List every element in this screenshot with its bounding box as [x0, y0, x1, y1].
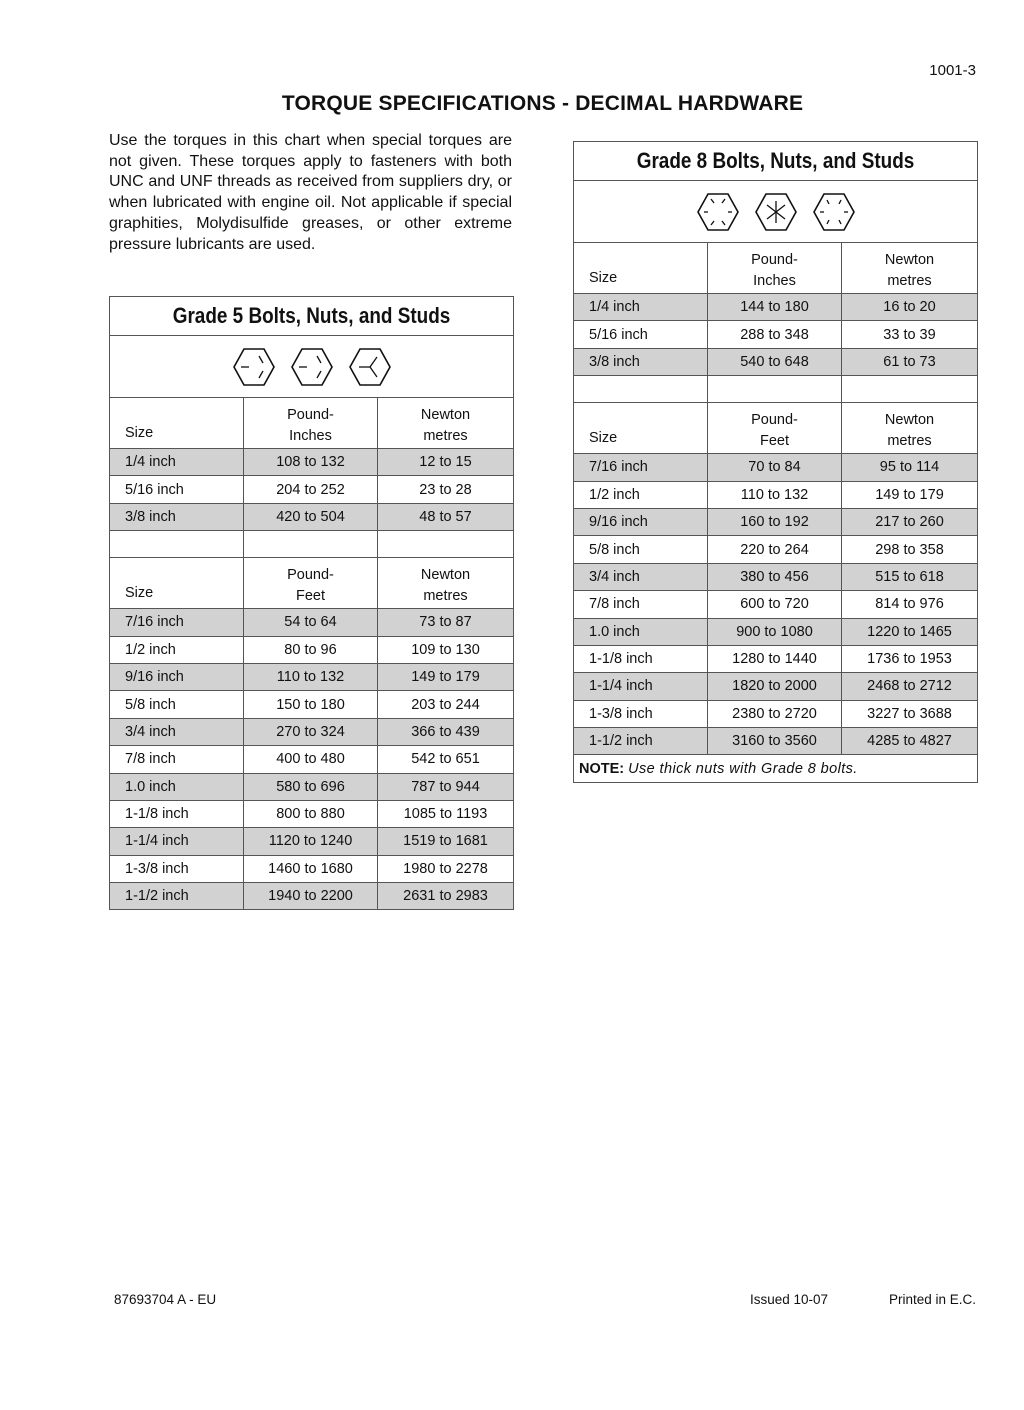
- size-cell: 3/4 inch: [574, 563, 708, 590]
- size-cell: 1-1/8 inch: [574, 645, 708, 672]
- torque-imperial-cell: 1280 to 1440: [708, 645, 842, 672]
- grade8-header-row-2: [574, 403, 978, 454]
- torque-imperial-cell: 108 to 132: [244, 449, 378, 476]
- table-row: [110, 773, 514, 800]
- footer-doc-number: 87693704 A - EU: [114, 1292, 217, 1307]
- hex-bolt-grade8-marks-b-icon: [754, 192, 798, 232]
- torque-imperial-cell: 1460 to 1680: [244, 855, 378, 882]
- torque-metric-cell: 12 to 15: [378, 449, 514, 476]
- torque-metric-cell: 217 to 260: [842, 508, 978, 535]
- grade8-torque-table: [573, 141, 978, 783]
- torque-imperial-cell: 270 to 324: [244, 718, 378, 745]
- size-cell: 1/4 inch: [574, 294, 708, 321]
- footer-issued: Issued 10-07: [750, 1292, 829, 1307]
- grade5-icons-cell: [110, 336, 514, 398]
- torque-imperial-cell: 540 to 648: [708, 348, 842, 375]
- footer-printed: Printed in E.C.: [888, 1292, 976, 1307]
- torque-imperial-cell: 380 to 456: [708, 563, 842, 590]
- table-row: [574, 508, 978, 535]
- table-row: [110, 663, 514, 690]
- torque-metric-cell: 1220 to 1465: [842, 618, 978, 645]
- torque-imperial-cell: 70 to 84: [708, 454, 842, 481]
- torque-imperial-cell: 800 to 880: [244, 800, 378, 827]
- size-cell: 1/4 inch: [110, 449, 244, 476]
- torque-metric-cell: 1519 to 1681: [378, 828, 514, 855]
- table-row: [574, 563, 978, 590]
- size-cell: 3/8 inch: [110, 503, 244, 530]
- intro-paragraph: Use the torques in this chart when special torques are not given. These torques apply to fasteners with both UNC and UNF threads as received from suppliers dry, or when lubricated with engine oil. Not applicable if special graphities, Molydisulfide greases, or other extreme pressure lubricants are used.: [109, 132, 512, 253]
- header-size: Size: [110, 558, 244, 609]
- size-cell: 1-1/8 inch: [110, 800, 244, 827]
- torque-metric-cell: 1980 to 2278: [378, 855, 514, 882]
- size-cell: 5/8 inch: [574, 536, 708, 563]
- hex-bolt-grade5-marks-a-icon: [232, 347, 276, 387]
- size-cell: 1-1/2 inch: [110, 883, 244, 910]
- size-cell: 1-3/8 inch: [574, 700, 708, 727]
- size-cell: 9/16 inch: [110, 663, 244, 690]
- note-cell: [574, 755, 978, 782]
- size-cell: 7/8 inch: [574, 591, 708, 618]
- torque-imperial-cell: 1120 to 1240: [244, 828, 378, 855]
- torque-imperial-cell: 400 to 480: [244, 746, 378, 773]
- torque-metric-cell: 203 to 244: [378, 691, 514, 718]
- torque-metric-cell: 1085 to 1193: [378, 800, 514, 827]
- header-pound-inches: Pound- Inches: [244, 398, 378, 449]
- torque-imperial-cell: 110 to 132: [244, 663, 378, 690]
- page-number: 1001-3: [929, 62, 976, 79]
- torque-metric-cell: 73 to 87: [378, 609, 514, 636]
- torque-imperial-cell: 54 to 64: [244, 609, 378, 636]
- table-row: [110, 883, 514, 910]
- table-row: [574, 591, 978, 618]
- torque-imperial-cell: 3160 to 3560: [708, 728, 842, 755]
- header-newton-metres: Newton metres: [842, 403, 978, 454]
- hex-bolt-grade5-marks-c-icon: [348, 347, 392, 387]
- table-row: [110, 800, 514, 827]
- table-row: [110, 855, 514, 882]
- size-cell: 1.0 inch: [110, 773, 244, 800]
- empty-cell: [378, 531, 514, 558]
- table-row: [110, 449, 514, 476]
- torque-metric-cell: 787 to 944: [378, 773, 514, 800]
- header-size: Size: [574, 243, 708, 294]
- header-newton-metres: Newton metres: [378, 558, 514, 609]
- torque-metric-cell: 16 to 20: [842, 294, 978, 321]
- torque-metric-cell: 366 to 439: [378, 718, 514, 745]
- torque-metric-cell: 109 to 130: [378, 636, 514, 663]
- torque-metric-cell: 61 to 73: [842, 348, 978, 375]
- size-cell: 1-1/4 inch: [110, 828, 244, 855]
- table-row: [110, 746, 514, 773]
- torque-metric-cell: 3227 to 3688: [842, 700, 978, 727]
- grade8-title-cell: [574, 142, 978, 181]
- table-row: [574, 700, 978, 727]
- torque-metric-cell: 95 to 114: [842, 454, 978, 481]
- grade8-icons-cell: [574, 181, 978, 243]
- table-row: [574, 294, 978, 321]
- size-cell: 5/16 inch: [110, 476, 244, 503]
- torque-metric-cell: 149 to 179: [378, 663, 514, 690]
- empty-cell: [244, 531, 378, 558]
- empty-cell: [842, 376, 978, 403]
- torque-metric-cell: 23 to 28: [378, 476, 514, 503]
- torque-metric-cell: 814 to 976: [842, 591, 978, 618]
- page-title: TORQUE SPECIFICATIONS - DECIMAL HARDWARE: [281, 92, 804, 115]
- torque-imperial-cell: 110 to 132: [708, 481, 842, 508]
- table-row: [110, 718, 514, 745]
- note-label: NOTE:: [579, 760, 625, 777]
- table-row: [110, 503, 514, 530]
- size-cell: 3/4 inch: [110, 718, 244, 745]
- table-row: [574, 481, 978, 508]
- grade5-header-row-1: [110, 398, 514, 449]
- size-cell: 7/16 inch: [574, 454, 708, 481]
- size-cell: 1/2 inch: [574, 481, 708, 508]
- table-row: [574, 673, 978, 700]
- header-pound-feet: Pound- Feet: [244, 558, 378, 609]
- table-row: [110, 609, 514, 636]
- torque-metric-cell: 149 to 179: [842, 481, 978, 508]
- table-row: [574, 536, 978, 563]
- grade5-title: Grade 5 Bolts, Nuts, and Studs: [172, 303, 451, 328]
- torque-imperial-cell: 600 to 720: [708, 591, 842, 618]
- table-row: [574, 645, 978, 672]
- torque-imperial-cell: 2380 to 2720: [708, 700, 842, 727]
- torque-metric-cell: 33 to 39: [842, 321, 978, 348]
- torque-imperial-cell: 144 to 180: [708, 294, 842, 321]
- torque-imperial-cell: 150 to 180: [244, 691, 378, 718]
- torque-metric-cell: 4285 to 4827: [842, 728, 978, 755]
- size-cell: 1-1/4 inch: [574, 673, 708, 700]
- table-row: [110, 636, 514, 663]
- torque-metric-cell: 1736 to 1953: [842, 645, 978, 672]
- size-cell: 1.0 inch: [574, 618, 708, 645]
- table-row: [574, 348, 978, 375]
- header-pound-feet: Pound- Feet: [708, 403, 842, 454]
- torque-imperial-cell: 1820 to 2000: [708, 673, 842, 700]
- hex-bolt-grade8-marks-c-icon: [812, 192, 856, 232]
- grade5-title-cell: [110, 297, 514, 336]
- note-row: [574, 755, 978, 782]
- grade5-torque-table: [109, 296, 514, 910]
- table-row: [574, 454, 978, 481]
- torque-imperial-cell: 1940 to 2200: [244, 883, 378, 910]
- size-cell: 3/8 inch: [574, 348, 708, 375]
- size-cell: 1-1/2 inch: [574, 728, 708, 755]
- empty-cell: [110, 531, 244, 558]
- torque-imperial-cell: 580 to 696: [244, 773, 378, 800]
- size-cell: 1/2 inch: [110, 636, 244, 663]
- torque-imperial-cell: 288 to 348: [708, 321, 842, 348]
- torque-imperial-cell: 204 to 252: [244, 476, 378, 503]
- note-text: Use thick nuts with Grade 8 bolts.: [628, 760, 858, 777]
- header-newton-metres: Newton metres: [842, 243, 978, 294]
- table-row: [574, 321, 978, 348]
- size-cell: 7/16 inch: [110, 609, 244, 636]
- grade8-header-row-1: [574, 243, 978, 294]
- torque-metric-cell: 2631 to 2983: [378, 883, 514, 910]
- table-row: [110, 476, 514, 503]
- header-pound-inches: Pound- Inches: [708, 243, 842, 294]
- torque-metric-cell: 515 to 618: [842, 563, 978, 590]
- empty-cell: [708, 376, 842, 403]
- size-cell: 5/8 inch: [110, 691, 244, 718]
- table-row: [574, 728, 978, 755]
- hex-bolt-grade8-marks-a-icon: [696, 192, 740, 232]
- spacer-row: [110, 531, 514, 558]
- header-size: Size: [110, 398, 244, 449]
- size-cell: 9/16 inch: [574, 508, 708, 535]
- header-newton-metres: Newton metres: [378, 398, 514, 449]
- spacer-row: [574, 376, 978, 403]
- table-row: [110, 691, 514, 718]
- table-row: [574, 618, 978, 645]
- torque-imperial-cell: 160 to 192: [708, 508, 842, 535]
- size-cell: 5/16 inch: [574, 321, 708, 348]
- torque-metric-cell: 2468 to 2712: [842, 673, 978, 700]
- grade8-title: Grade 8 Bolts, Nuts, and Studs: [636, 148, 915, 173]
- torque-metric-cell: 48 to 57: [378, 503, 514, 530]
- torque-imperial-cell: 220 to 264: [708, 536, 842, 563]
- header-size: Size: [574, 403, 708, 454]
- torque-imperial-cell: 420 to 504: [244, 503, 378, 530]
- torque-metric-cell: 542 to 651: [378, 746, 514, 773]
- torque-metric-cell: 298 to 358: [842, 536, 978, 563]
- size-cell: 1-3/8 inch: [110, 855, 244, 882]
- torque-imperial-cell: 900 to 1080: [708, 618, 842, 645]
- hex-bolt-grade5-marks-b-icon: [290, 347, 334, 387]
- table-row: [110, 828, 514, 855]
- empty-cell: [574, 376, 708, 403]
- torque-imperial-cell: 80 to 96: [244, 636, 378, 663]
- grade5-header-row-2: [110, 558, 514, 609]
- size-cell: 7/8 inch: [110, 746, 244, 773]
